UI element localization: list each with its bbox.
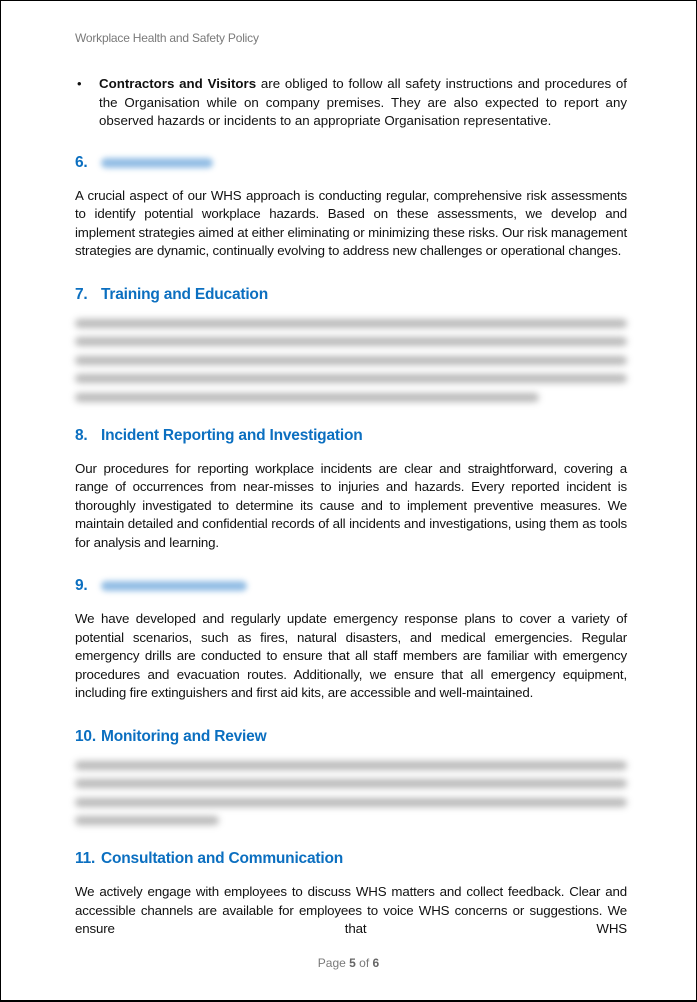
bullet-body: are obliged to follow all safety instructions and procedures of the Organisation while on company premises. They are also expected to report any observed hazards or incidents to an appropriate Organisation representative. <box>99 76 627 128</box>
current-page-number: 5 <box>349 956 356 970</box>
section-body-9: We have developed and regularly update emergency response plans to cover a variety of potential scenarios, such as fires, natural disasters, and medical emergencies. Regular emergency drills are conducted to ensure that all staff members are familiar with emergency procedures and evacuation routes. Additionally, we ensure that all emergency equipment, including fire extinguishers and first aid kits, are accessible and well-maintained. <box>75 611 627 700</box>
bullet-item-contractors <box>75 75 627 131</box>
section-number: 7. <box>75 285 88 303</box>
redacted-section-body-7 <box>75 319 627 402</box>
section-heading-9 <box>75 576 627 596</box>
section-title: Monitoring and Review <box>101 727 267 745</box>
running-header: Workplace Health and Safety Policy <box>75 31 259 45</box>
section-body-8: Our procedures for reporting workplace incidents are clear and straightforward, covering a range of occurrences from near-misses to injuries and hazards. Every reported incident is thoroughly investigated to determine its cause and to implement preventive measures. We maintain detailed and confidential records of all incidents and investigations, using them as tools for analysis and learning. <box>75 460 627 550</box>
redacted-line <box>75 761 627 770</box>
section-heading-10 <box>75 727 627 747</box>
section-title: Consultation and Communication <box>101 850 343 867</box>
redacted-line <box>75 319 627 328</box>
section-number: 10. <box>75 727 96 745</box>
bullet-dot-icon: • <box>77 76 82 91</box>
redacted-line <box>75 798 627 807</box>
page-content <box>75 75 627 963</box>
section-number: 6. <box>75 153 88 171</box>
section-number: 9. <box>75 577 88 594</box>
redacted-line <box>75 816 219 825</box>
page-footer <box>1 956 696 970</box>
section-title: Incident Reporting and Investigation <box>101 426 363 444</box>
redacted-section-title <box>101 158 213 168</box>
redacted-line <box>75 393 539 402</box>
section-body-6: A crucial aspect of our WHS approach is conducting regular, comprehensive risk assessments to identify potential workplace hazards. Based on these assessments, we develop and implement strategies aimed at either eliminating or minimizing these risks. Our risk management strategies are dynamic, continually evolving to address new challenges or operational changes. <box>75 187 627 258</box>
redacted-line <box>75 374 627 383</box>
section-body-11: We actively engage with employees to discuss WHS matters and collect feedback. Clear and accessible channels are available for employees to voice WHS concerns or suggestions. We ensure that WHS <box>75 884 627 936</box>
redacted-section-title <box>101 581 247 591</box>
section-title: Training and Education <box>101 285 268 303</box>
redacted-section-body-10 <box>75 761 627 826</box>
of-label: of <box>359 956 370 970</box>
redacted-line <box>75 356 627 365</box>
total-pages-number: 6 <box>372 956 380 970</box>
section-heading-7 <box>75 285 627 305</box>
section-heading-11 <box>75 849 627 869</box>
section-heading-6 <box>75 153 627 173</box>
bullet-text <box>99 75 627 131</box>
section-heading-8 <box>75 426 627 446</box>
redacted-line <box>75 337 627 346</box>
section-number: 8. <box>75 426 88 444</box>
page-label: Page <box>317 956 346 970</box>
bullet-bold-lead: Contractors and Visitors <box>99 76 257 91</box>
redacted-line <box>75 779 627 788</box>
section-number: 11. <box>75 850 96 867</box>
